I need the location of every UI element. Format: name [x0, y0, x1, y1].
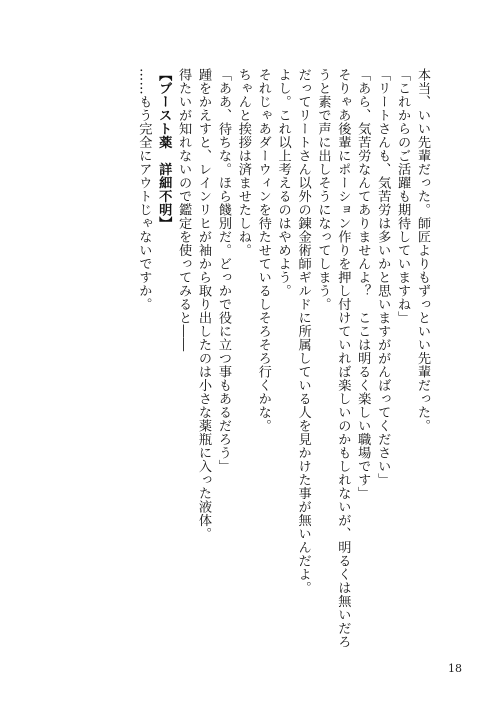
text-line: 得たいが知れないので鑑定を使ってみると――: [176, 68, 192, 352]
text-line: 「あら、気苦労なんてありませんよ？ ここは明るく楽しい職場です」: [355, 68, 371, 500]
text-line: それじゃあダーウィンを待たせているしそろそろ行くかな。: [255, 68, 271, 433]
text-line: 「リートさんも、気苦労は多いかと思いますががんばってください」: [375, 68, 391, 487]
text-line: よし。これ以上考えるのはやめよう。: [275, 68, 291, 298]
vertical-text-body: [68, 68, 432, 648]
text-line: 「これからのご活躍も期待していますね」: [395, 68, 411, 325]
text-line: だってリートさん以外の錬金術師ギルドに所属している人を見かけた事が無いんだよ。: [295, 68, 311, 595]
text-line: そりゃあ後輩にポーション作りを押し付けていれば楽しいのかもしれないが、明るくは無いだろ: [335, 68, 351, 648]
text-line: うと素で声に出しそうになってしまう。: [315, 68, 331, 311]
page-number: 18: [448, 662, 462, 675]
text-line: ちゃんと挨拶は済ませたしね。: [235, 68, 251, 257]
appraisal-heading: 【ブースト薬 詳細不明】: [156, 68, 172, 230]
text-line: 「ああ、待ちな。ほら餞別だ。どっかで役に立つ事もあるだろう」: [215, 68, 231, 473]
text-line: 本当、いい先輩だった。師匠よりもずっといい先輩だった。: [415, 68, 430, 433]
text-line: 踵をかえすと、レインリヒが袖から取り出したのは小さな薬瓶に入った液体。: [196, 68, 212, 541]
text-line: ……もう完全にアウトじゃないですか。: [136, 68, 152, 311]
